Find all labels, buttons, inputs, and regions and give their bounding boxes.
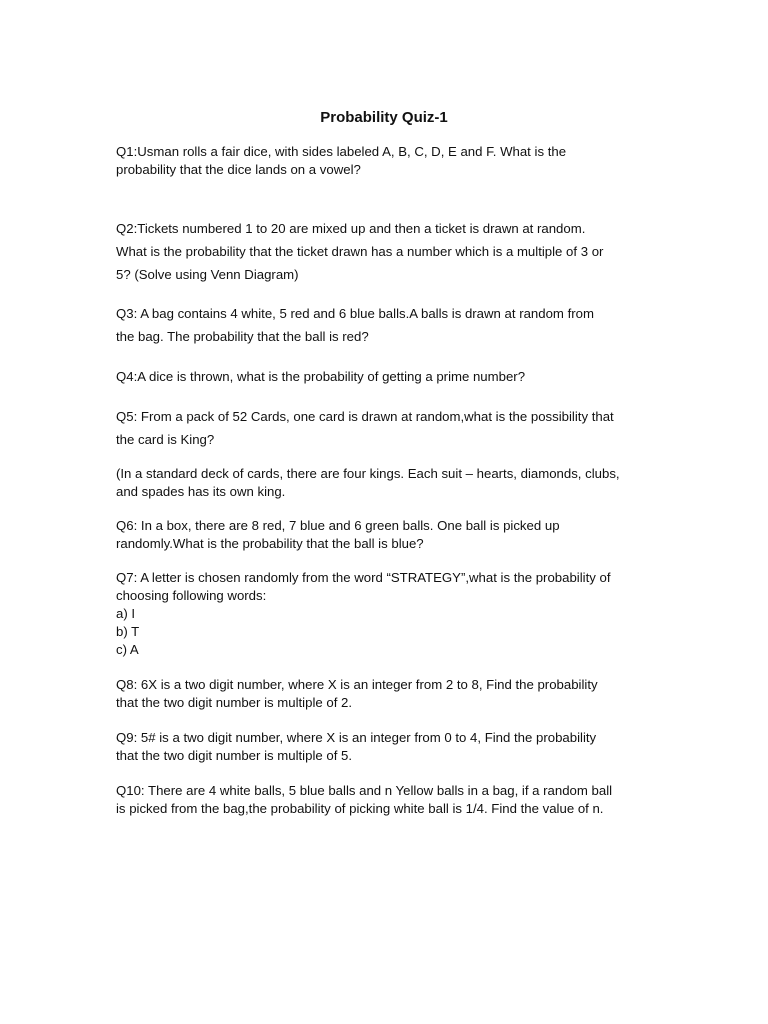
- option-line: b) T: [116, 624, 140, 639]
- question-line: is picked from the bag,the probability of picking white ball is 1/4. Find the value of n.: [116, 801, 604, 816]
- question-line: Q8: 6X is a two digit number, where X is an integer from 2 to 8, Find the probability: [116, 677, 598, 692]
- question-4: [116, 365, 661, 388]
- question-8: [116, 676, 661, 712]
- question-line: Q10: There are 4 white balls, 5 blue balls and n Yellow balls in a bag, if a random ball: [116, 783, 613, 798]
- question-6: [116, 517, 661, 553]
- question-line: What is the probability that the ticket drawn has a number which is a multiple of 3 or: [116, 244, 604, 259]
- question-line: Q2:Tickets numbered 1 to 20 are mixed up and then a ticket is drawn at random.: [116, 221, 586, 236]
- question-line: Q6: In a box, there are 8 red, 7 blue and 6 green balls. One ball is picked up: [116, 518, 560, 533]
- question-line: Q3: A bag contains 4 white, 5 red and 6 blue balls.A balls is drawn at random from: [116, 306, 594, 321]
- question-line: the bag. The probability that the ball is red?: [116, 329, 369, 344]
- question-2: [116, 217, 661, 286]
- card-note: [116, 465, 661, 501]
- question-line: randomly.What is the probability that the ball is blue?: [116, 536, 424, 551]
- question-line: Q7: A letter is chosen randomly from the word “STRATEGY”,what is the probability of: [116, 570, 611, 585]
- note-line: and spades has its own king.: [116, 484, 286, 499]
- question-line: Q1:Usman rolls a fair dice, with sides labeled A, B, C, D, E and F. What is the: [116, 144, 567, 159]
- question-line: Q5: From a pack of 52 Cards, one card is drawn at random,what is the possibility that: [116, 409, 614, 424]
- question-9: [116, 729, 661, 765]
- question-10: [116, 782, 661, 818]
- question-line: the card is King?: [116, 432, 215, 447]
- question-line: 5? (Solve using Venn Diagram): [116, 267, 299, 282]
- question-line: Q4:A dice is thrown, what is the probability of getting a prime number?: [116, 369, 526, 384]
- question-3: [116, 302, 661, 348]
- question-line: probability that the dice lands on a vowel?: [116, 162, 361, 177]
- question-line: that the two digit number is multiple of 2.: [116, 695, 353, 710]
- question-1: [116, 143, 661, 179]
- option-line: c) A: [116, 642, 139, 657]
- question-line: that the two digit number is multiple of 5.: [116, 748, 353, 763]
- page-title: Probability Quiz-1: [320, 109, 448, 126]
- question-7: [116, 569, 661, 659]
- option-line: a) I: [116, 606, 136, 621]
- note-line: (In a standard deck of cards, there are four kings. Each suit – hearts, diamonds, clubs,: [116, 466, 620, 481]
- question-5: [116, 405, 661, 451]
- question-line: Q9: 5# is a two digit number, where X is an integer from 0 to 4, Find the probability: [116, 730, 597, 745]
- question-line: choosing following words:: [116, 588, 267, 603]
